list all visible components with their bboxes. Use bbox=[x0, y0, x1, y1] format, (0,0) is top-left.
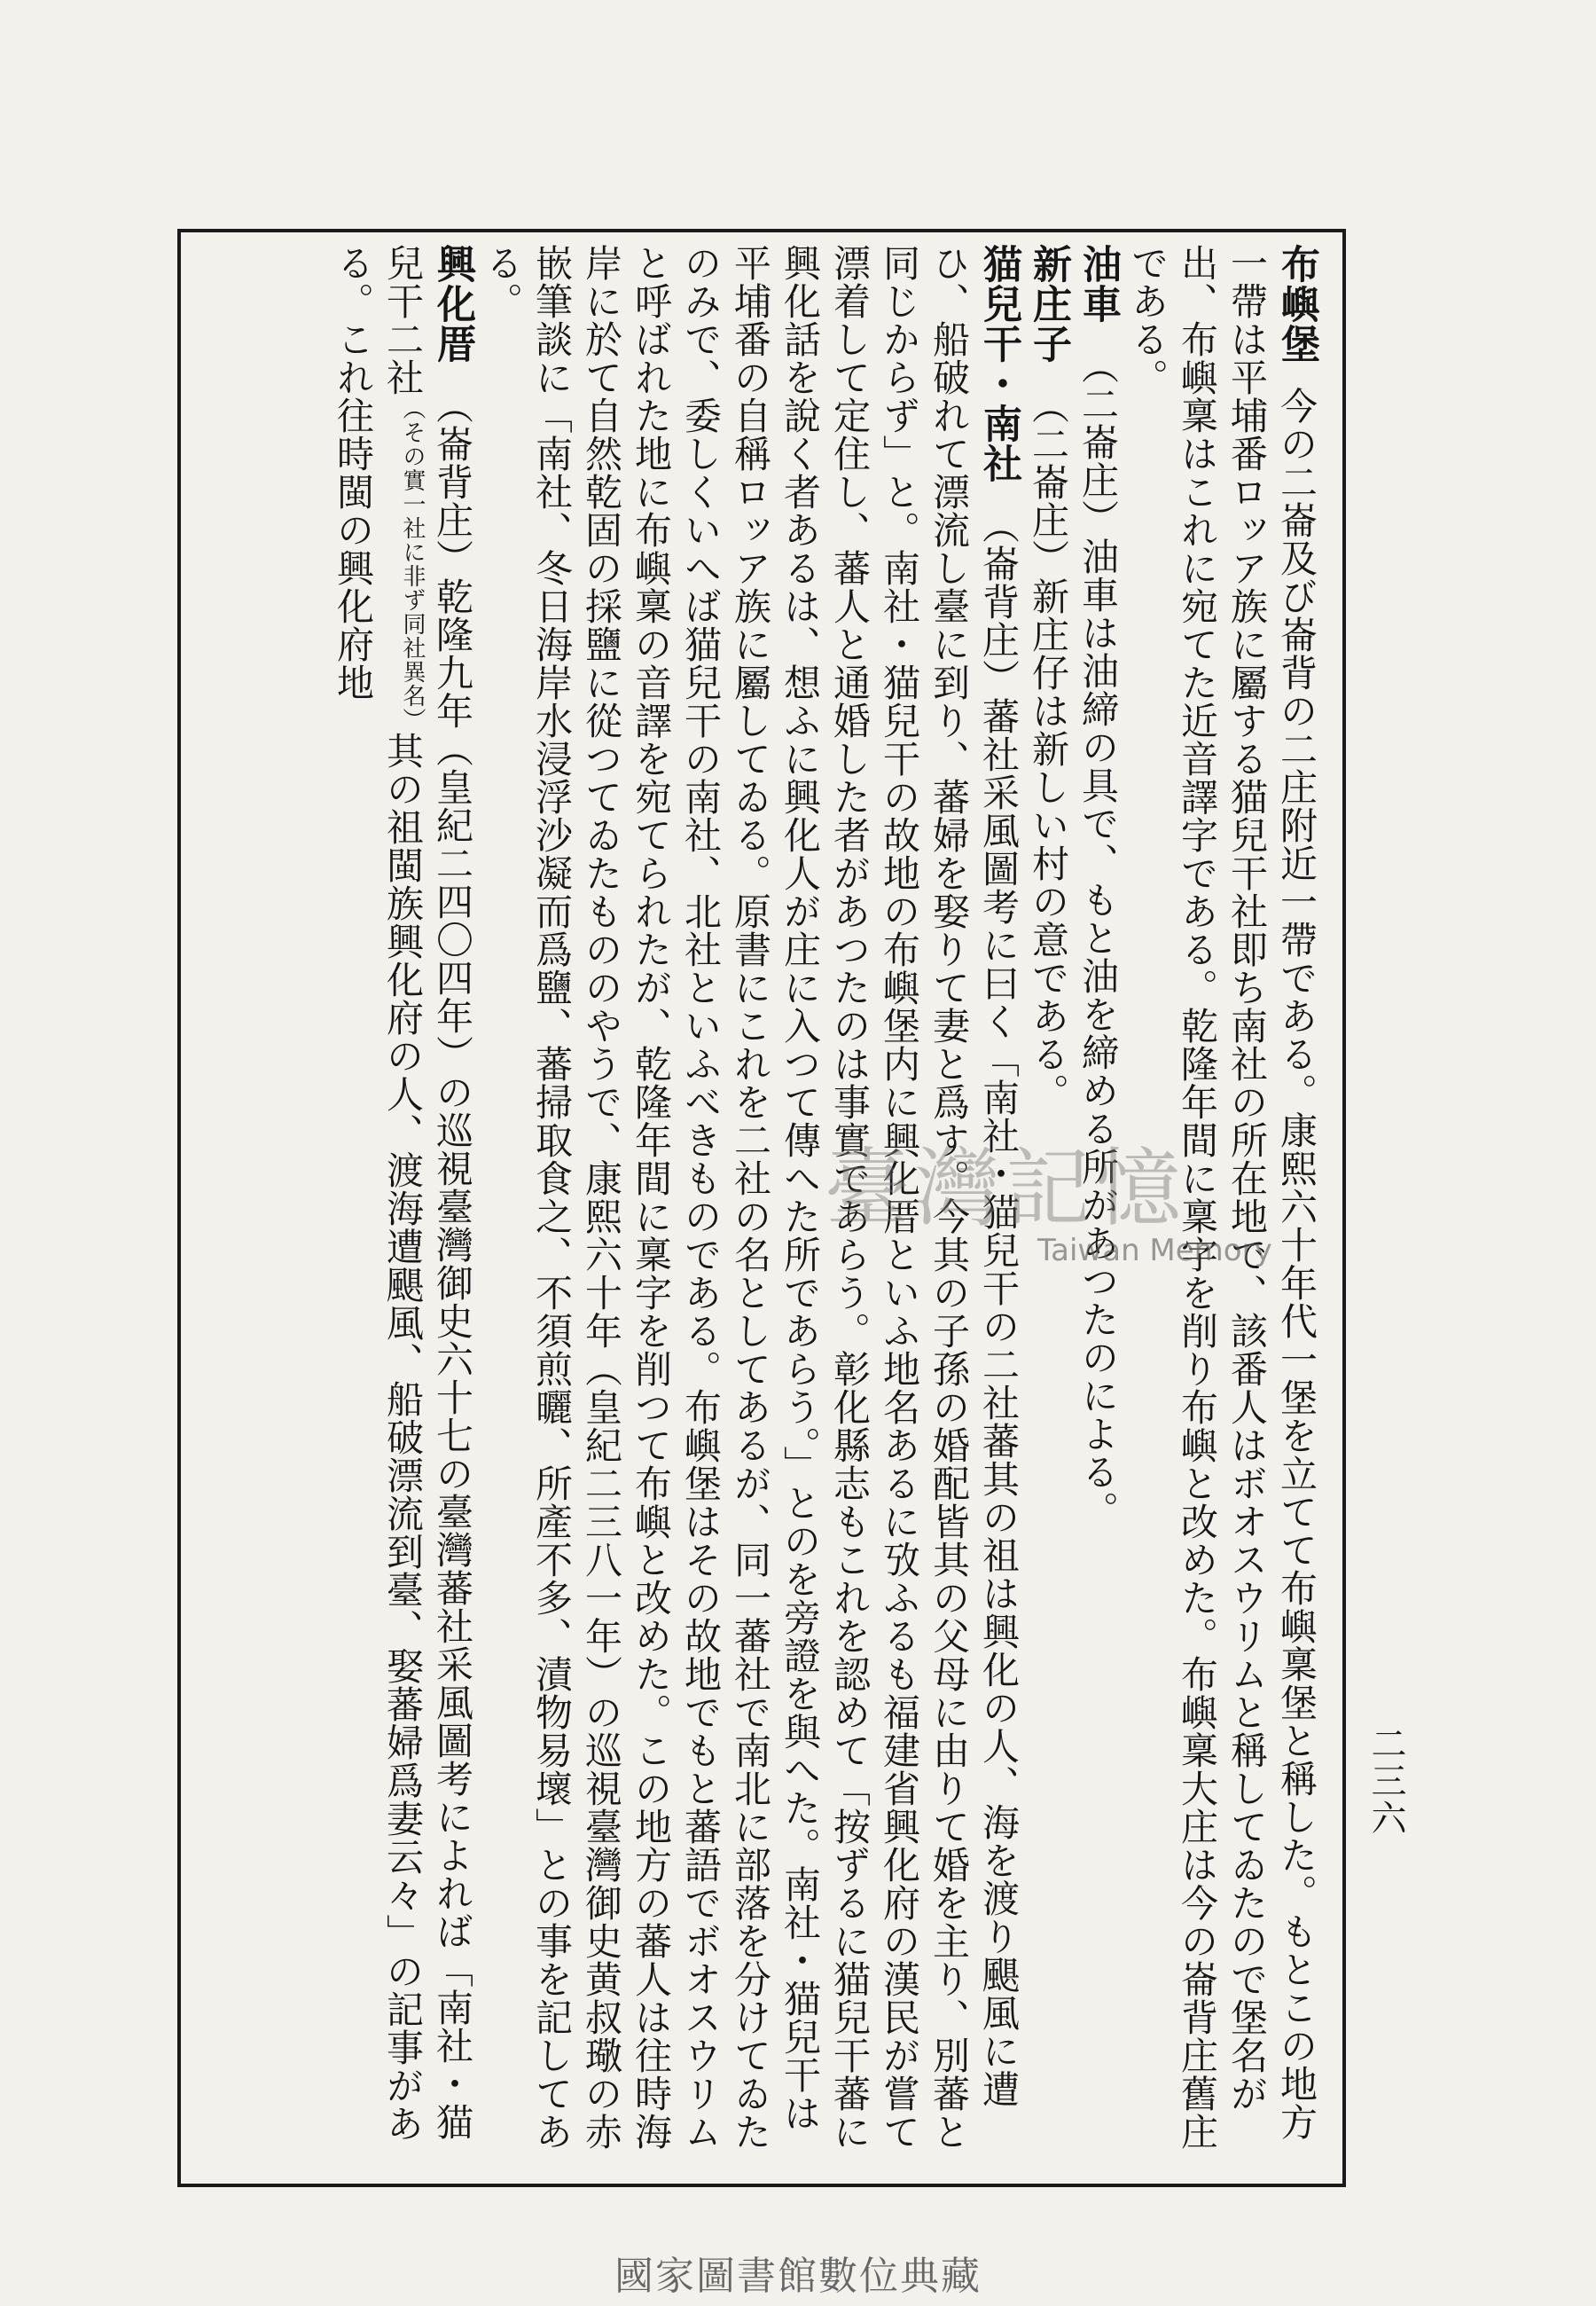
text-block bbox=[200, 244, 1321, 2169]
entry-mao-er-gan-nan-she bbox=[477, 244, 1023, 2169]
entry-text: 今の二崙及び崙背の二庄附近一帶である。康熙六十年代一堡を立てて布嶼稟堡と稱した。もとこの地方一帶は平埔番ロッア族に屬する猫兒干社即ち南社の所在地で、該番人はボオスウリムと稱してゐたので堡名が出、布嶼稟はこれに宛てた近音譯字である。乾隆年間に稟字を削り布嶼と改めた。布嶼稟大庄は今の崙背庄舊庄である。 bbox=[1126, 244, 1318, 2151]
page-number: 二三六 bbox=[1365, 1725, 1406, 1837]
inline-note: （その實一社に非ず同社異名） bbox=[399, 396, 426, 732]
entry-text: （崙背庄）蕃社采風圖考に曰く「南社・猫兒干の二社蕃其の祖は興化の人、海を渡り颶風に遭ひ、船破れて漂流し臺に到り、蕃婦を娶りて妻と爲す。今其の子孫の婚配皆其の父母に由りて婚を主り、別蕃と同じからず」と。南社・猫兒干の故地の布嶼堡内に興化厝といふ地名あるに攷ふるも福建省興化府の漢民が嘗て漂着して定住し、蕃人と通婚した者があつたのは事實であらう。彰化縣志もこれを認めて「按ずるに猫兒干蕃に興化話を說く者あるは、想ふに興化人が庄に入つて傳へた所であらう。」とのを旁證を與へた。南社・猫兒干は平埔番の自稱ロッア族に屬してゐる。原書にこれを二社の名としてあるが、同一蕃社で南北に部落を分けてゐたのみで、委しくいへば猫兒干の南社、北社といふべきものである。布嶼堡はその故地でもと蕃語でボオスウリムと呼ばれた地に布嶼稟の音譯を宛てられたが、乾隆年間に稟字を削つて布嶼と改めた。この地方の蕃人は往時海岸に於て自然乾固の採鹽に從つてゐたもののやうで、康熙六十年（皇紀二三八一年）の巡視臺灣御史黄叔璥の赤嵌筆談に「南社、冬日海岸水浸浮沙凝而爲鹽、蕃掃取食之、不須煎曬、所產不多、漬物易壞」との事を記してある。 bbox=[481, 244, 1021, 2151]
entry-bu-yu-bao bbox=[1123, 244, 1321, 2169]
entry-xin-zhuang-zi bbox=[1023, 244, 1073, 2169]
entry-heading: 油車 bbox=[1076, 244, 1121, 324]
entry-text-continued: 其の祖閩族興化府の人、渡海遭颶風、船破漂流到臺、娶蕃婦爲妻云々」の記事がある。これ往時閩の興化府地 bbox=[332, 244, 425, 2143]
entry-heading: 布嶼堡 bbox=[1274, 244, 1319, 364]
entry-you-che bbox=[1073, 244, 1123, 2169]
entry-heading: 興化厝 bbox=[430, 244, 475, 364]
entry-text: （崙背庄）乾隆九年（皇紀二四〇四年）の巡視臺灣御史六十七の臺灣蕃社采風圖考によれば「南社・猫兒干二社 bbox=[381, 244, 474, 2141]
entry-xing-hua-cuo bbox=[328, 244, 477, 2169]
entry-heading: 猫兒干・南社 bbox=[976, 244, 1021, 483]
entry-text: （二崙庄）新庄仔は新しい村の意である。 bbox=[1027, 387, 1070, 1111]
entry-text: （二崙庄）油車は油締の具で、もと油を締める所があつたのによる。 bbox=[1076, 347, 1120, 1529]
watermark-latin: Taiwan Memory bbox=[1037, 1233, 1272, 1268]
entry-heading: 新庄子 bbox=[1026, 244, 1071, 364]
footer-credit: 國家圖書館數位典藏 bbox=[614, 2254, 982, 2299]
watermark-cjk: 臺灣記憶 bbox=[825, 1139, 1186, 1238]
